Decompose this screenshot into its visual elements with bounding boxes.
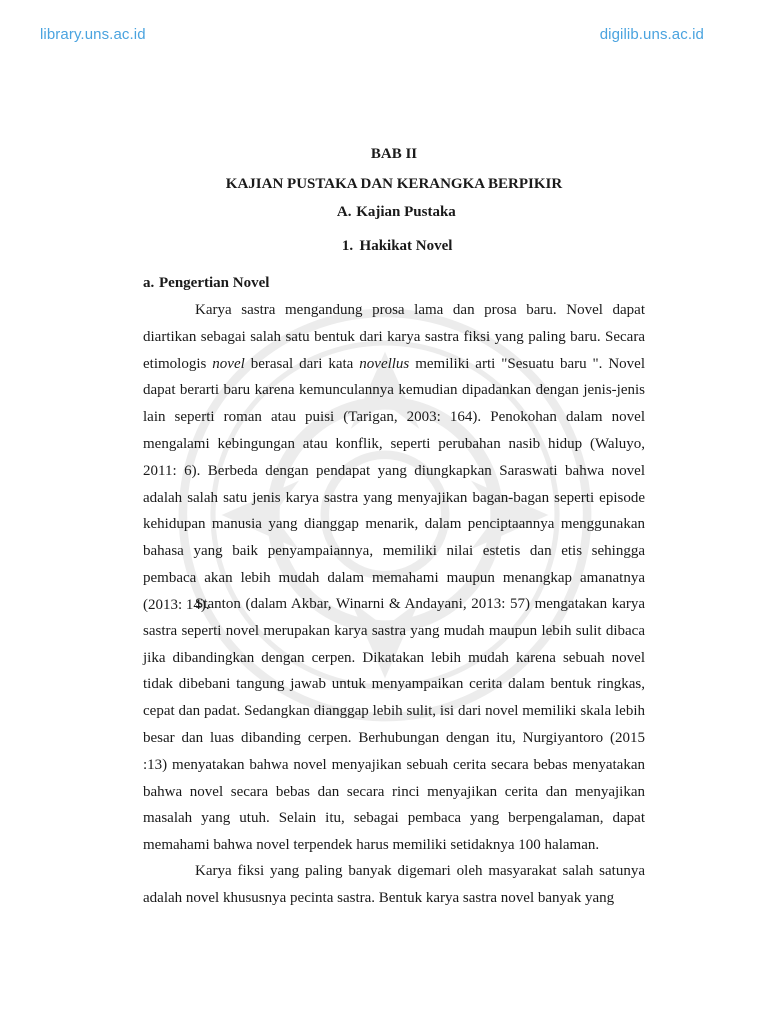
paragraph (143, 297, 645, 619)
section-number: A. (336, 204, 352, 220)
paragraph-text: Karya sastra mengandung prosa lama dan prosa baru. Novel dapat diartikan sebagai salah satu bentuk dari karya sastra fiksi yang paling baru. Secara etimologis (143, 302, 645, 372)
italic-term: novellus (359, 355, 410, 372)
paragraph: Karya fiksi yang paling banyak digemari oleh masyarakat salah satunya adalah novel khususnya pecinta sastra. Bentuk karya sastra novel banyak yang (143, 863, 645, 906)
paragraph-text: berasal dari kata (244, 355, 360, 372)
paragraph: Stanton (dalam Akbar, Winarni & Andayani, 2013: 57) mengatakan karya sastra seperti novel merupakan karya sastra yang mudah maupun lebih sulit dibaca jika dibandingkan dengan cerpen. Dikatakan lebih mudah karena sebuah novel tidak dibebani tangung jawab untuk menyampaikan cerita dalam bentuk ringkas, cepat dan padat. Sedangkan dianggap lebih sulit, isi dari novel memiliki skala lebih besar dan luas dibanding cerpen. Berhubungan dengan itu, Nurgiyantoro (2015 :13) menyatakan bahwa novel menyajikan sebuah cerita secara bebas menyatakan bahwa novel secara bebas dan secara rinci menyajikan cerita dan menyajikan masalah yang utuh. Selain itu, sebagai pembaca yang berpengalaman, dapat memahami bahwa novel terpendek harus memiliki setidaknya 100 halaman. (143, 596, 645, 854)
subsection-title: Hakikat Novel (359, 238, 453, 254)
italic-term: novel (212, 355, 245, 372)
chapter-title: KAJIAN PUSTAKA DAN KERANGKA BERPIKIR (225, 176, 563, 192)
section-title: Kajian Pustaka (356, 204, 456, 220)
chapter-number: BAB II (370, 146, 418, 162)
section-heading (143, 204, 645, 221)
subsection-number: 1. (341, 238, 354, 254)
paragraph-text: memiliki arti "Sesuatu baru ". Novel dapat berarti baru karena kemunculannya kemudian dipadankan dengan jenis-jenis lain seperti roman atau puisi (Tarigan, 2003: 164). Penokohan dalam novel mengalami kebingungan atau konflik, seperti perubahan nasib hidup (Waluyo, 2011: 6). Berbeda dengan pendapat yang diungkapkan Saraswati bahwa novel adalah salah satu jenis karya sastra yang menyajikan bagan-bagan seperti episode kehidupan manusia yang dianggap menarik, dalam penciptaannya menggunakan bahasa yang baik penyampaiannya, memiliki nilai estetis dan etis sehingga pembaca akan lebih mudah dalam memahami maupun menangkap amanatnya (2013: 14). (143, 355, 646, 613)
subsubsection-number: a. (143, 275, 155, 291)
subsection-heading (143, 238, 645, 255)
library-link[interactable]: library.uns.ac.id (40, 26, 146, 43)
subsubsection-heading (143, 275, 269, 292)
digilib-link[interactable]: digilib.uns.ac.id (599, 26, 704, 43)
subsubsection-title: Pengertian Novel (159, 275, 270, 291)
